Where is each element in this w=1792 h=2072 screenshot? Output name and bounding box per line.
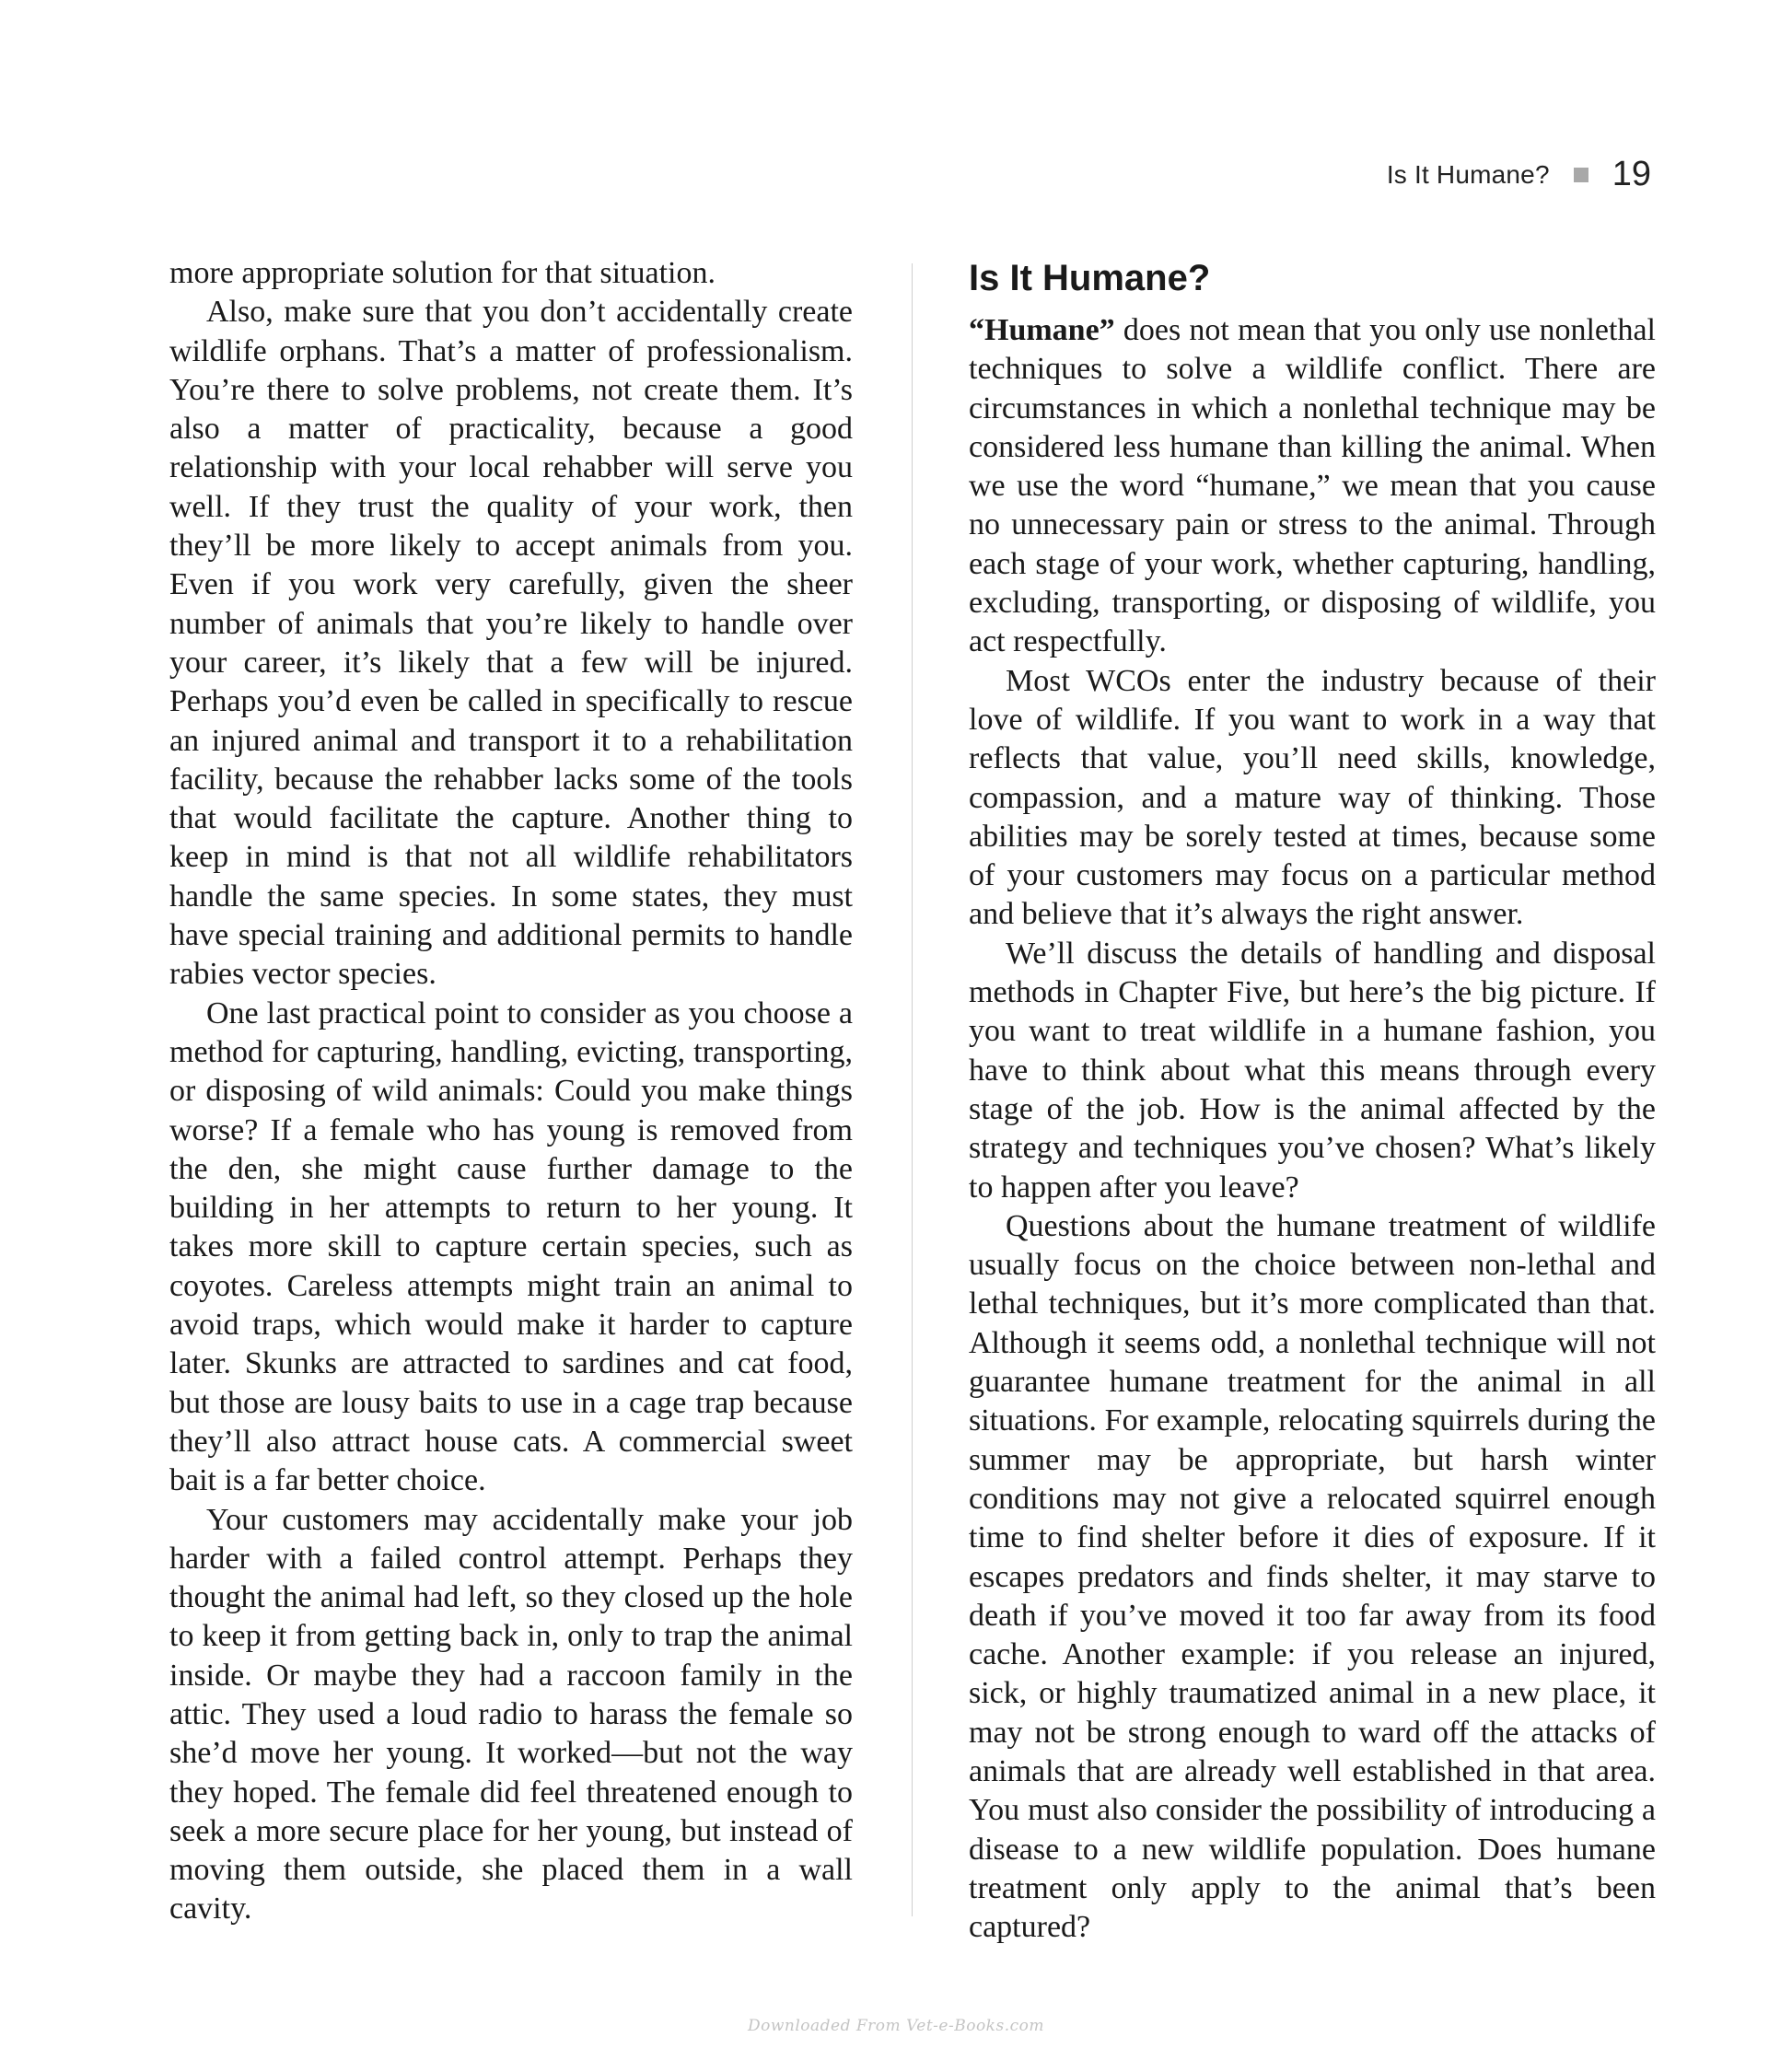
paragraph: We’ll discuss the details of handling and disposal methods in Chapter Five, but here’s the big picture. If you want to treat wildlife in a humane fashion, you have to think about what this means through every stage of the job. How is the animal affected by the strategy and techniques you’ve chosen? What’s likely to happen after you leave? <box>969 936 1656 1205</box>
separator-square-icon <box>1574 168 1588 182</box>
paragraph: One last practical point to consider as you choose a method for capturing, handling, evicting, transporting, or disposing of wild animals: Could you make things worse? If a female who has young is removed from the den, she might cause further damage to the building in her attempts to return to her young. It takes more skill to capture certain species, such as coyotes. Careless attempts might train an animal to avoid traps, which would make it harder to capture later. Skunks are attracted to sardines and cat food, but those are lousy baits to use in a cage trap because they’ll also attract house cats. A commercial sweet bait is a far better choice. <box>169 995 853 1498</box>
paragraph: Questions about the humane treatment of wildlife usually focus on the choice between non-lethal and lethal techniques, but it’s more complicated than that. Although it seems odd, a nonlethal technique will not guarantee humane treatment for the animal in all situations. For example, relocating squirrels during the summer may be appropriate, but harsh winter conditions may not give a relocated squirrel enough time to find shelter before it dies of exposure. If it escapes predators and finds shelter, it may starve to death if you’ve moved it too far away from its food cache. Another example: if you release an injured, sick, or highly traumatized animal in a new place, it may not be strong enough to ward off the attacks of animals that are already well established in that area. You must also consider the possibility of introducing a disease to a new wildlife population. Does humane treatment only apply to the animal that’s been captured? <box>969 1208 1656 1945</box>
column-divider <box>912 263 913 1916</box>
running-head <box>1387 155 1651 194</box>
lead-term: “Humane” <box>969 313 1115 347</box>
page-number: 19 <box>1612 155 1651 193</box>
running-title: Is It Humane? <box>1386 159 1550 189</box>
paragraph: Most WCOs enter the industry because of their love of wildlife. If you want to work in a way that reflects that value, you’ll need skills, knowledge, compassion, and a mature way of thinking. Those abilities may be sorely tested at times, because some of your customers may focus on a particular method and believe that it’s always the right answer. <box>969 663 1656 932</box>
left-column <box>169 254 853 1929</box>
paragraph: Also, make sure that you don’t accidentally create wildlife orphans. That’s a matter of professionalism. You’re there to solve problems, not create them. It’s also a matter of practicality, because a good relationship with your local rehabber will serve you well. If they trust the quality of your work, then they’ll be more likely to accept animals from you. Even if you work very carefully, given the sheer number of animals that you’re likely to handle over your career, it’s likely that a few will be injured. Perhaps you’d even be called in specifically to rescue an injured animal and transport it to a rehabilitation facility, because the rehabber lacks some of the tools that would facilitate the capture. Another thing to keep in mind is that not all wildlife rehabilitators handle the same species. In some states, they must have special training and additional permits to handle rabies vector species. <box>169 295 853 992</box>
right-column <box>969 254 1656 1947</box>
paragraph: Your customers may accidentally make your job harder with a failed control attempt. Perhaps they thought the animal had left, so they closed up the hole to keep it from getting back in, only to trap the animal inside. Or maybe they had a raccoon family in the attic. They used a loud radio to harass the female so she’d move her young. It worked—but not the way they hoped. The female did feel threatened enough to seek a more secure place for her young, but instead of moving them outside, she placed them in a wall cavity. <box>169 1502 853 1926</box>
watermark: Downloaded From Vet-e-Books.com <box>747 2017 1044 2035</box>
lead-paragraph <box>969 311 1656 662</box>
lead-paragraph-text: does not mean that you only use nonlethal techniques to solve a wildlife conflict. There are circumstances in which a nonlethal technique may be considered less humane than killing the animal. When we use the word “humane,” we mean that you cause no unnecessary pain or stress to the animal. Through each stage of your work, whether capturing, handling, excluding, transporting, or disposing of wildlife, you act respectfully. <box>969 313 1656 659</box>
paragraph: more appropriate solution for that situation. <box>169 256 716 290</box>
section-heading: Is It Humane? <box>969 258 1211 298</box>
